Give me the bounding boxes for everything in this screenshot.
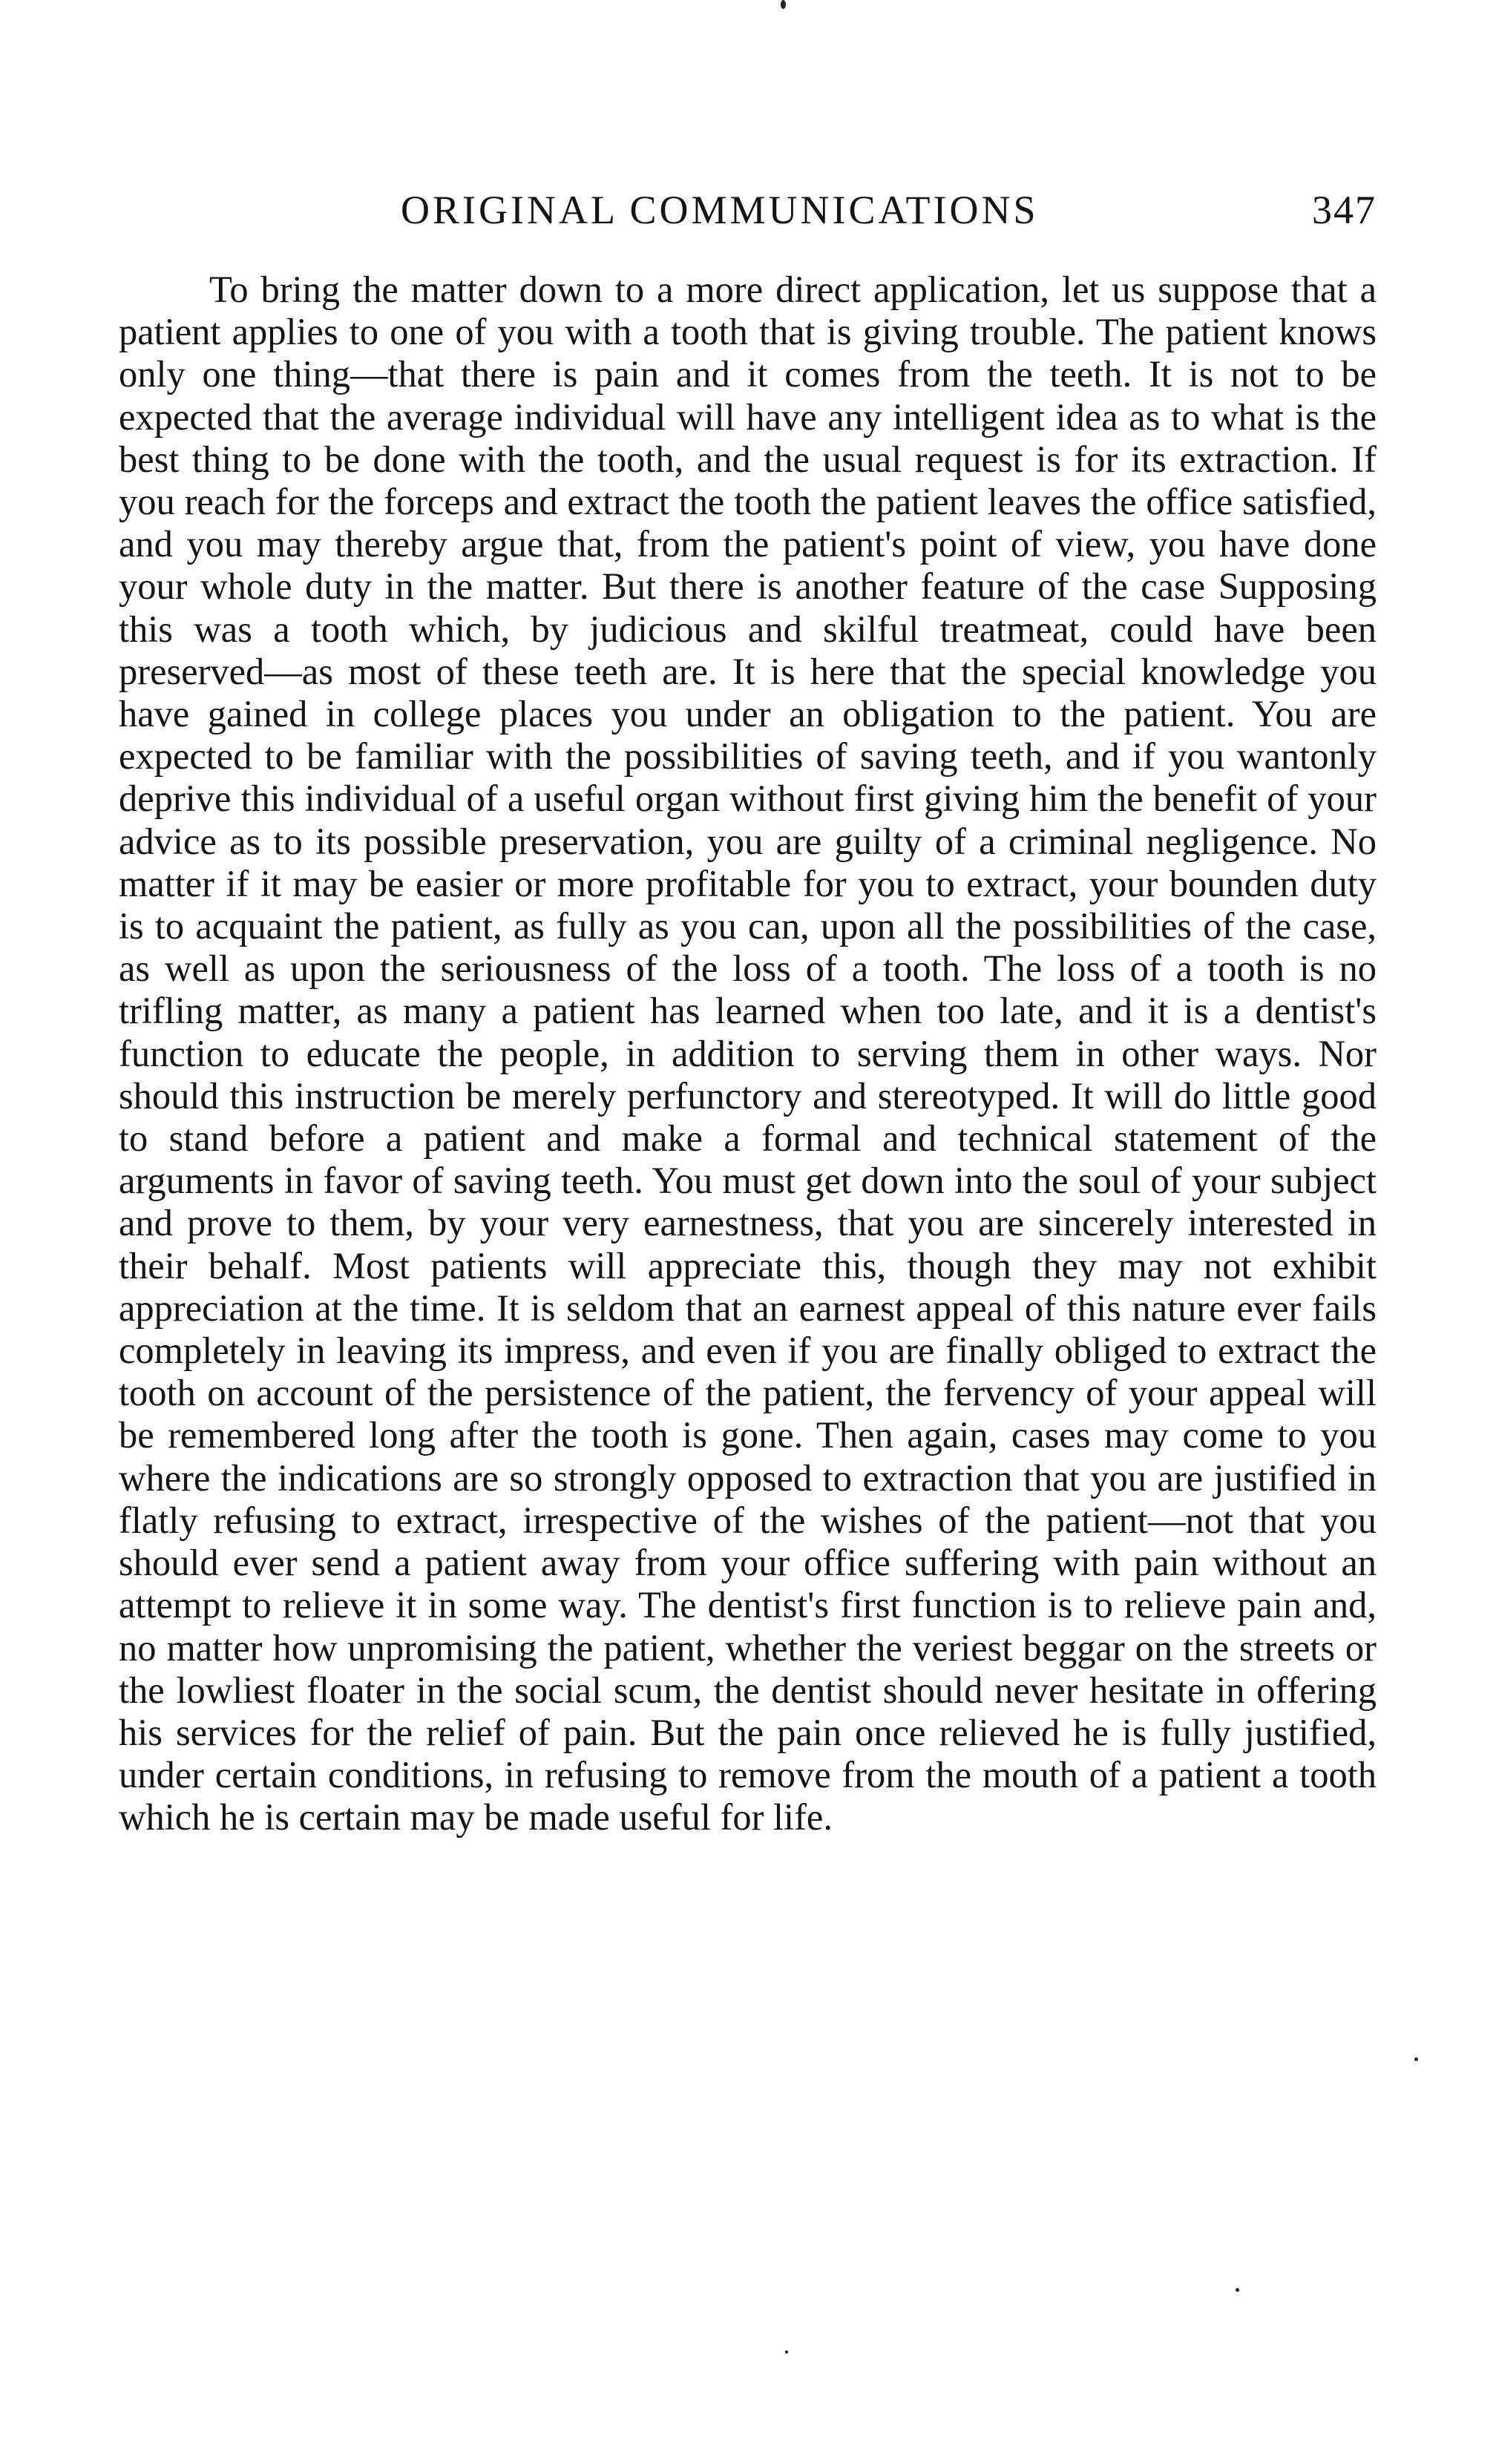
ink-speck-bottom-right xyxy=(1236,2288,1239,2292)
running-title: ORIGINAL COMMUNICATIONS xyxy=(401,188,1039,232)
body-paragraph: To bring the matter down to a more direct application, let us suppose that a patient applies to one of you with a tooth that is giving trouble. The patient knows only one thing—that there is pain and it comes from the teeth. It is not to be expected that the average individual will have any intelligent idea as to what is the best thing to be done with the tooth, and the usual request is for its extraction. If you reach for the forceps and extract the tooth the patient leaves the office satisfied, and you may thereby argue that, from the patient's point of view, you have done your whole duty in the matter. But there is another feature of the case Supposing this was a tooth which, by judicious and skilful treatmeat, could have been preserved—as most of these teeth are. It is here that the special knowledge you have gained in college places you under an obligation to the patient. You are expected to be familiar with the possibilities of saving teeth, and if you wantonly deprive this individual of a useful organ without first giving him the benefit of your advice as to its possible preservation, you are guilty of a criminal negligence. No matter if it may be easier or more profitable for you to extract, your bounden duty is to acquaint the patient, as fully as you can, upon all the possibilities of the case, as well as upon the seriousness of the loss of a tooth. The loss of a tooth is no trifling matter, as many a patient has learned when too late, and it is a dentist's function to educate the people, in addition to serving them in other ways. Nor should this instruction be merely perfunctory and stereotyped. It will do little good to stand before a patient and make a formal and technical statement of the arguments in favor of saving teeth. You must get down into the soul of your subject and prove to them, by your very earnestness, that you are sincerely interested in their behalf. Most patients will appreciate this, though they may not exhibit appreciation at the time. It is seldom that an earnest appeal of this nature ever fails completely in leaving its impress, and even if you are finally obliged to extract the tooth on account of the persistence of the patient, the fervency of your appeal will be remembered long after the tooth is gone. Then again, cases may come to you where the indications are so strongly opposed to extraction that you are justified in flatly refusing to extract, irrespective of the wishes of the patient—not that you should ever send a patient away from your office suffering with pain without an attempt to relieve it in some way. The dentist's first function is to relieve pain and, no matter how unpromising the patient, whether the veriest beggar on the streets or the lowliest floater in the social scum, the dentist should never hesitate in offering his services for the relief of pain. But the pain once relieved he is fully justified, under certain conditions, in refusing to remove from the mouth of a patient a tooth which he is certain may be made useful for life. xyxy=(119,269,1377,1839)
ink-speck-top xyxy=(781,0,786,9)
ink-speck-bottom-center xyxy=(785,2350,788,2353)
page-number: 347 xyxy=(1312,188,1377,232)
ink-speck-margin xyxy=(1414,2057,1418,2061)
running-head xyxy=(401,187,1377,239)
